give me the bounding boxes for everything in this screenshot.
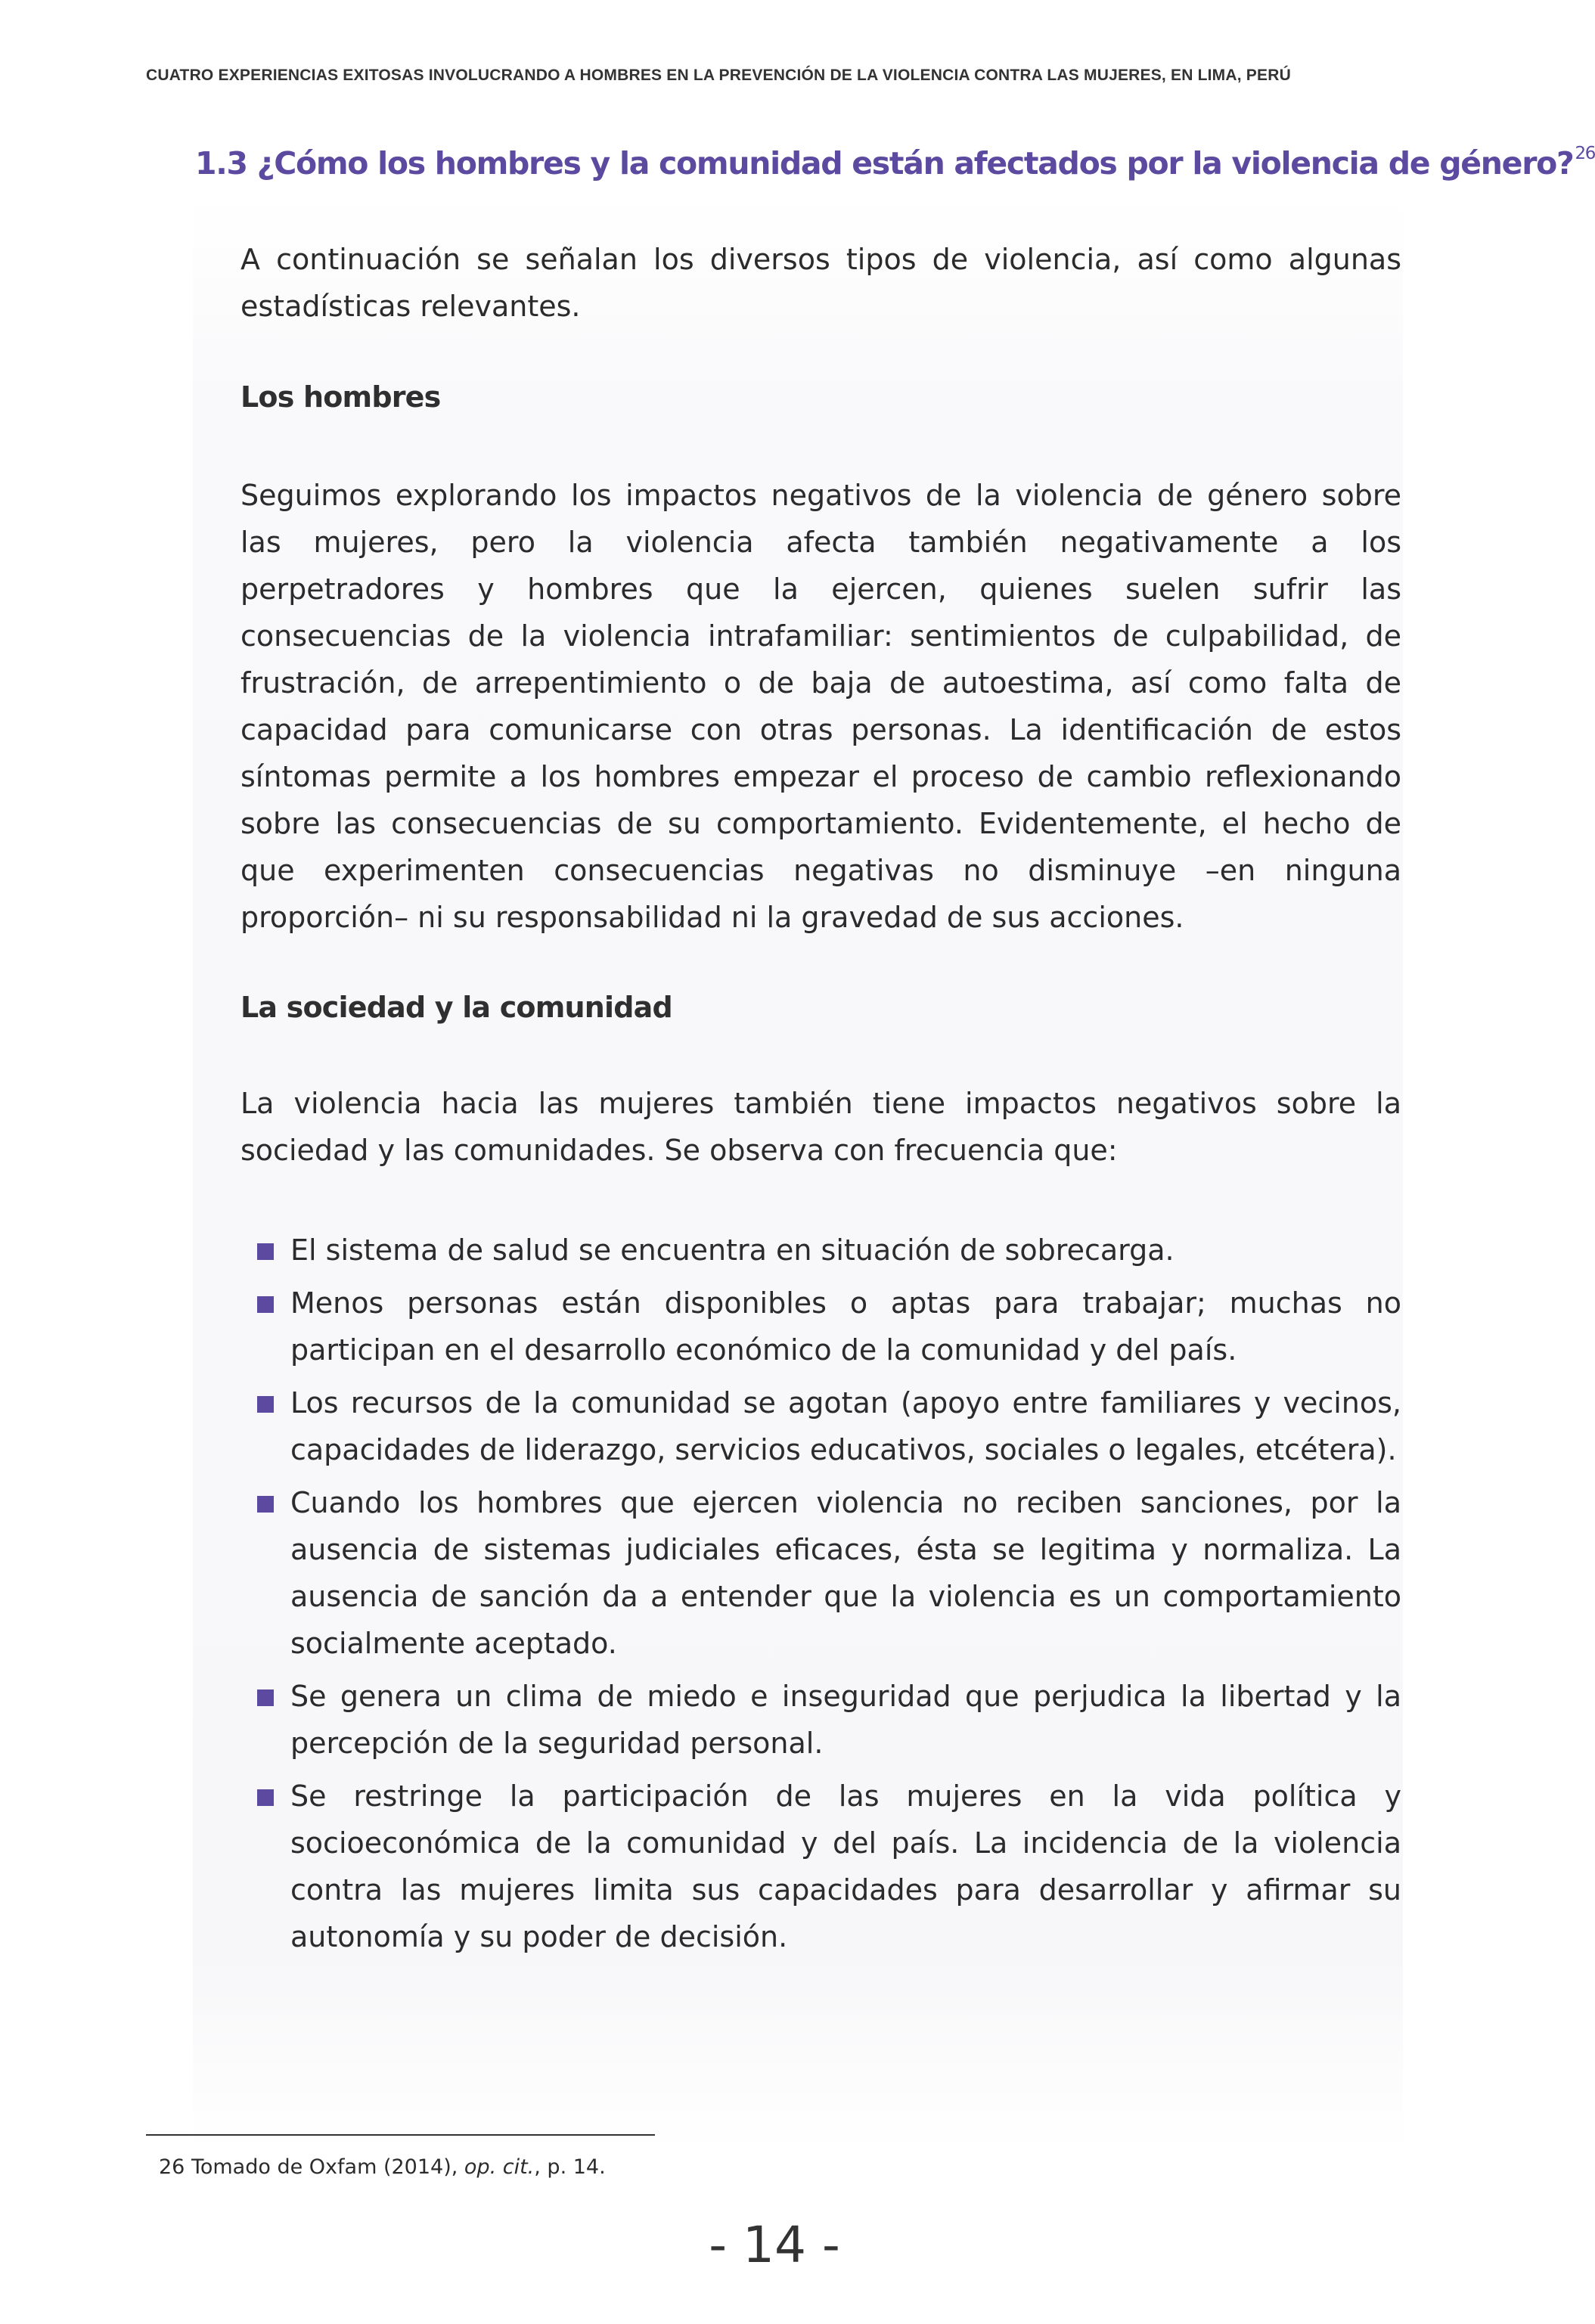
list-item-text: Se restringe la participación de las mujeres en la vida política y socioeconómica de la comunidad y del país. La incidencia de la violencia contra las mujeres limita sus capacidades para desarrollar y afirmar su autonomía y su poder de decisión. [290,1779,1401,1953]
footnote-text: Tomado de Oxfam (2014), [191,2155,458,2179]
list-item [257,1479,1401,1667]
list-item-text: El sistema de salud se encuentra en situación de sobrecarga. [290,1233,1175,1267]
list-item-text: Cuando los hombres que ejercen violencia no reciben sanciones, por la ausencia de sistemas judiciales eficaces, ésta se legitima y normaliza. La ausencia de sanción da a entender que la violencia es un comportamiento socialmente aceptado. [290,1486,1401,1660]
square-bullet-icon [257,1243,274,1260]
society-heading: La sociedad y la comunidad [240,991,672,1024]
men-paragraph: Seguimos explorando los impactos negativos de la violencia de género sobre las mujeres, pero la violencia afecta también negativamente a los perpetradores y hombres que la ejercen, quienes suelen sufrir las consecuencias de la violencia intrafamiliar: sentimientos de culpabilidad, de frustración, de arrepentimiento o de baja de autoestima, así como falta de capacidad para comunicarse con otras personas. La identificación de estos síntomas permite a los hombres empezar el proceso de cambio reflexionando sobre las consecuencias de su comportamiento. Evidentemente, el hecho de que experimenten consecuencias negativas no disminuye –en ninguna proporción– ni su responsabilidad ni la gravedad de sus acciones. [240,479,1401,934]
footnote-citation: op. cit. [464,2155,535,2179]
footnote-page: , p. 14. [534,2155,606,2179]
consequences-list [257,1227,1401,1966]
intro-paragraph: A continuación se señalan los diversos tipos de violencia, así como algunas estadísticas relevantes. [240,243,1401,323]
footnote-divider [146,2134,655,2136]
footnote-number: 26 [159,2155,185,2179]
list-item [257,1379,1401,1473]
square-bullet-icon [257,1296,274,1313]
running-header: CUATRO EXPERIENCIAS EXITOSAS INVOLUCRANDO A HOMBRES EN LA PREVENCIÓN DE LA VIOLENCIA CONTRA LAS MUJERES, EN LIMA, PERÚ [146,67,1291,84]
list-item [257,1227,1401,1274]
list-item [257,1673,1401,1767]
square-bullet-icon [257,1689,274,1706]
section-title [195,144,1595,182]
footnote-reference: 26 [1575,144,1595,163]
section-title-text: 1.3 ¿Cómo los hombres y la comunidad están afectados por la violencia de género? [195,145,1574,182]
list-item [257,1773,1401,1960]
list-item-text: Menos personas están disponibles o aptas para trabajar; muchas no participan en el desarrollo económico de la comunidad y del país. [290,1286,1401,1367]
list-item-text: Los recursos de la comunidad se agotan (apoyo entre familiares y vecinos, capacidades de liderazgo, servicios educativos, sociales o legales, etcétera). [290,1386,1401,1466]
society-paragraph: La violencia hacia las mujeres también tiene impactos negativos sobre la sociedad y las comunidades. Se observa con frecuencia que: [240,1087,1401,1167]
square-bullet-icon [257,1789,274,1806]
list-item [257,1280,1401,1373]
list-item-text: Se genera un clima de miedo e inseguridad que perjudica la libertad y la percepción de la seguridad personal. [290,1680,1401,1760]
footnote [159,2155,606,2179]
men-heading: Los hombres [240,380,441,414]
square-bullet-icon [257,1496,274,1513]
page-number: - 14 - [709,2216,840,2274]
square-bullet-icon [257,1396,274,1413]
